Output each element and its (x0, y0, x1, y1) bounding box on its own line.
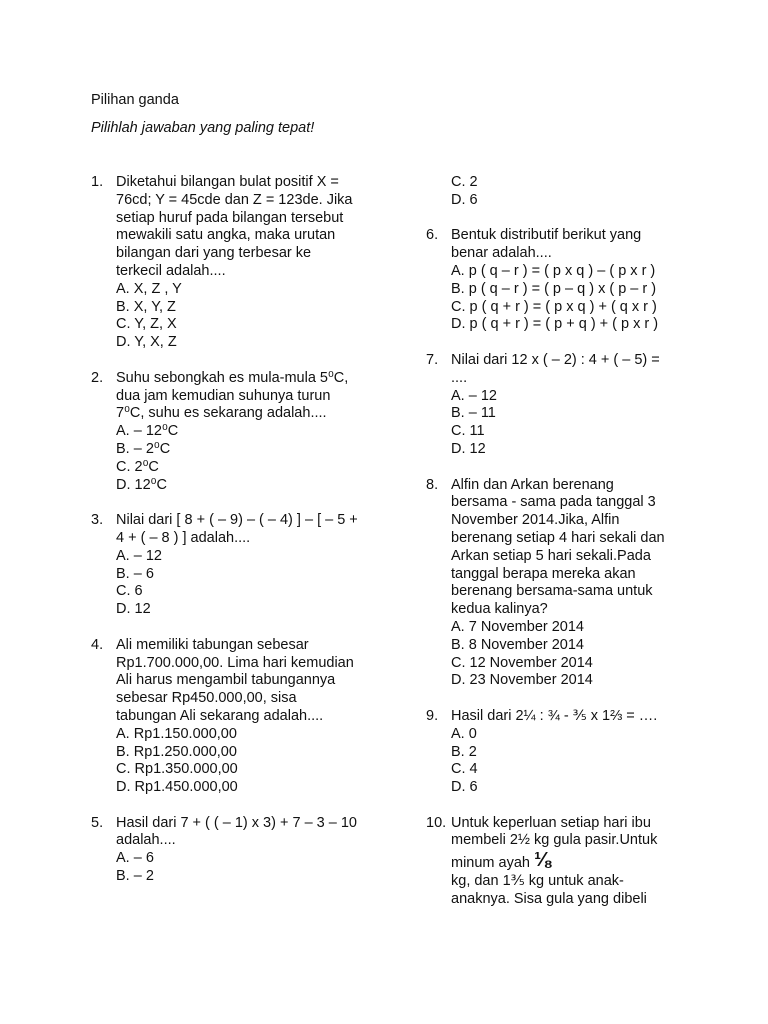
question-text: Alfin dan Arkan berenang bersama - sama pada tanggal 3 November 2014.Jika, Alfin berenang setiap 4 hari sekali dan Arkan setiap 5 hari sekali.Pada tanggal berapa mereka akan berenang bersama-sama untuk kedua kalinya? (451, 476, 665, 618)
right-column (426, 174, 726, 926)
option-a[interactable]: A. – 6 (116, 850, 154, 867)
question-6 (426, 227, 726, 334)
question-text-line (451, 849, 726, 873)
option-a[interactable]: A. X, Z , Y (116, 280, 182, 297)
option-d[interactable]: D. Y, X, Z (116, 334, 177, 351)
question-text-line: membeli 2½ kg gula pasir.Untuk (451, 832, 658, 849)
question-number: 3. (91, 512, 104, 529)
question-text: kg, dan 1⅗ kg untuk anak- anaknya. Sisa gula yang dibeli (451, 873, 647, 907)
option-a[interactable]: A. Rp1.150.000,00 (116, 725, 237, 742)
option-c[interactable]: C. 6 (116, 583, 143, 600)
question-number: 6. (426, 227, 439, 244)
option-b[interactable]: B. X, Y, Z (116, 298, 176, 315)
question-text: Nilai dari [ 8 + ( – 9) – ( – 4) ] – [ – 5 + 4 + ( – 8 ) ] adalah.... (116, 512, 358, 546)
instruction-text: Pilihlah jawaban yang paling tepat! (91, 120, 315, 136)
question-text-fragment: minum ayah (451, 855, 530, 872)
option-a[interactable]: A. – 12⁰C (116, 423, 179, 440)
option-b[interactable]: B. – 11 (451, 405, 496, 422)
question-text-line: Untuk keperluan setiap hari ibu (451, 814, 651, 831)
option-b[interactable]: B. p ( q – r ) = ( p – q ) x ( p – r ) (451, 280, 657, 297)
question-1 (91, 174, 391, 352)
question-number: 2. (91, 369, 104, 386)
question-text: Bentuk distributif berikut yang benar adalah.... (451, 227, 642, 262)
option-a[interactable]: A. 0 (451, 725, 477, 742)
option-a[interactable]: A. p ( q – r ) = ( p x q ) – ( p x r ) (451, 262, 656, 279)
question-number: 1. (91, 174, 104, 190)
section-title: Pilihan ganda (91, 92, 179, 108)
option-a[interactable]: A. 7 November 2014 (451, 618, 584, 635)
question-number: 4. (91, 636, 104, 653)
left-column (91, 174, 391, 904)
option-c[interactable]: C. p ( q + r ) = ( p x q ) + ( q x r ) (451, 298, 657, 315)
question-text: Ali memiliki tabungan sebesar Rp1.700.000,00. Lima hari kemudian Ali harus mengambil tabungannya sebesar Rp450.000,00, sisa tabungan Ali sekarang adalah.... (116, 636, 354, 724)
question-2 (91, 370, 391, 495)
option-b[interactable]: B. Rp1.250.000,00 (116, 743, 237, 760)
question-5 (91, 815, 391, 886)
option-d[interactable]: D. p ( q + r ) = ( p + q ) + ( p x r ) (451, 316, 659, 333)
question-number: 5. (91, 814, 104, 831)
question-7 (426, 352, 726, 459)
option-b[interactable]: B. – 2 (116, 868, 154, 885)
option-b[interactable]: B. – 6 (116, 565, 154, 582)
option-c[interactable]: C. 12 November 2014 (451, 654, 593, 671)
option-b[interactable]: B. 8 November 2014 (451, 636, 584, 653)
option-d[interactable]: D. Rp1.450.000,00 (116, 779, 238, 796)
question-9 (426, 708, 726, 797)
option-b[interactable]: B. – 2⁰C (116, 440, 171, 457)
question-4 (91, 637, 391, 797)
option-d[interactable]: D. 23 November 2014 (451, 672, 593, 689)
option-c[interactable]: C. 4 (451, 761, 478, 778)
question-number: 7. (426, 351, 439, 368)
question-number: 10. (426, 814, 447, 831)
question-text: Nilai dari 12 x ( – 2) : 4 + ( – 5) = .... (451, 351, 660, 386)
question-8 (426, 477, 726, 691)
option-d[interactable]: D. 12 (116, 601, 151, 618)
option-d[interactable]: D. 12 (451, 440, 486, 457)
option-d[interactable]: D. 6 (451, 191, 478, 208)
option-a[interactable]: A. – 12 (451, 387, 497, 404)
fraction-one-eighth: ⅛ (534, 849, 551, 872)
question-text: Suhu sebongkah es mula-mula 5⁰C, dua jam kemudian suhunya turun 7⁰C, suhu es sekarang adalah.... (116, 369, 349, 422)
option-b[interactable]: B. 2 (451, 743, 477, 760)
option-c[interactable]: C. 11 (451, 423, 485, 440)
option-d[interactable]: D. 12⁰C (116, 476, 167, 493)
question-number: 8. (426, 476, 439, 493)
question-5-continued (426, 174, 726, 210)
option-d[interactable]: D. 6 (451, 779, 478, 796)
question-text: Hasil dari 7 + ( ( – 1) x 3) + 7 – 3 – 10 adalah.... (116, 814, 357, 849)
question-number: 9. (426, 707, 439, 724)
option-c[interactable]: C. Rp1.350.000,00 (116, 761, 238, 778)
option-a[interactable]: A. – 12 (116, 547, 162, 564)
option-c[interactable]: C. 2 (451, 174, 478, 190)
question-text: Diketahui bilangan bulat positif X = 76cd; Y = 45cde dan Z = 123de. Jika setiap huruf pada bilangan tersebut mewakili satu angka, maka urutan bilangan dari yang terbesar ke terkecil adalah.... (116, 174, 353, 279)
option-c[interactable]: C. Y, Z, X (116, 316, 177, 333)
question-3 (91, 512, 391, 619)
question-10 (426, 815, 726, 909)
option-c[interactable]: C. 2⁰C (116, 458, 159, 475)
question-text: Hasil dari 2¼ : ¾ - ⅗ x 1⅔ = …. (451, 707, 658, 724)
